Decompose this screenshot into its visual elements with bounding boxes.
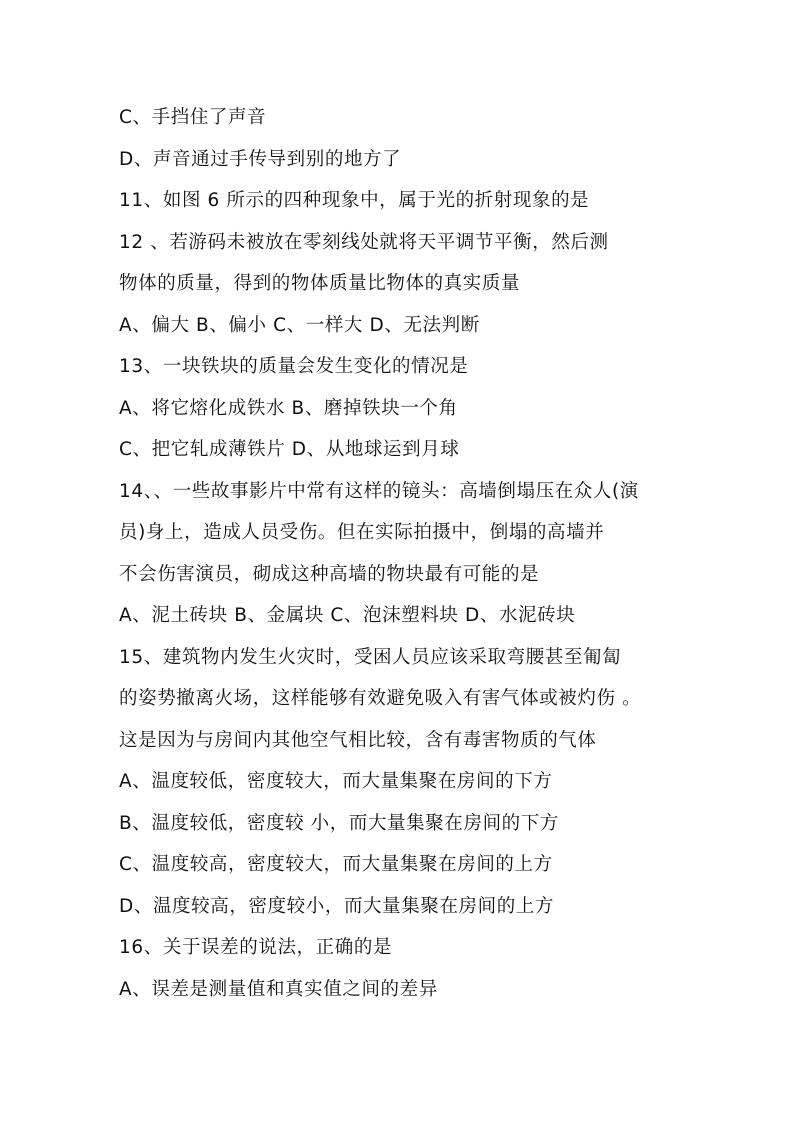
options-13-ab: A、将它熔化成铁水 B、磨掉铁块一个角 bbox=[119, 398, 458, 419]
question-14-line-1: 14、、一些故事影片中常有这样的镜头：高墙倒塌压在众人(演 bbox=[119, 481, 639, 502]
question-15-line-1: 15、建筑物内发生火灾时，受困人员应该采取弯腰甚至匍匐 bbox=[119, 647, 622, 668]
option-10d: D、声音通过手传导到别的地方了 bbox=[119, 149, 402, 170]
options-12: A、偏大 B、偏小 C、一样大 D、无法判断 bbox=[119, 315, 480, 336]
question-14-line-2: 员)身上，造成人员受伤。但在实际拍摄中，倒塌的高墙并 bbox=[119, 522, 605, 543]
option-10c: C、手挡住了声音 bbox=[119, 107, 267, 128]
option-15c: C、温度较高，密度较大，而大量集聚在房间的上方 bbox=[119, 854, 553, 875]
question-11: 11、如图 6 所示的四种现象中，属于光的折射现象的是 bbox=[119, 190, 590, 211]
question-15-line-3: 这是因为与房间内其他空气相比较，含有毒害物质的气体 bbox=[119, 730, 597, 751]
question-16: 16、关于误差的说法，正确的是 bbox=[119, 937, 393, 958]
option-16a: A、误差是测量值和真实值之间的差异 bbox=[119, 979, 438, 1000]
question-12-line-2: 物体的质量，得到的物体质量比物体的真实质量 bbox=[119, 273, 521, 294]
question-14-line-3: 不会伤害演员，砌成这种高墙的物块最有可能的是 bbox=[119, 564, 540, 585]
option-15a: A、温度较低，密度较大，而大量集聚在房间的下方 bbox=[119, 771, 553, 792]
question-12-line-1: 12 、若游码未被放在零刻线处就将天平调节平衡，然后测 bbox=[119, 232, 609, 253]
question-13: 13、一块铁块的质量会发生变化的情况是 bbox=[119, 356, 469, 377]
options-14: A、泥土砖块 B、金属块 C、泡沫塑料块 D、水泥砖块 bbox=[119, 605, 576, 626]
option-15b: B、温度较低，密度较 小，而大量集聚在房间的下方 bbox=[119, 813, 559, 834]
options-13-cd: C、把它轧成薄铁片 D、从地球运到月球 bbox=[119, 439, 460, 460]
question-15-line-2: 的姿势撤离火场，这样能够有效避免吸入有害气体或被灼伤 。 bbox=[119, 688, 642, 709]
option-15d: D、温度较高，密度较小，而大量集聚在房间的上方 bbox=[119, 896, 555, 917]
